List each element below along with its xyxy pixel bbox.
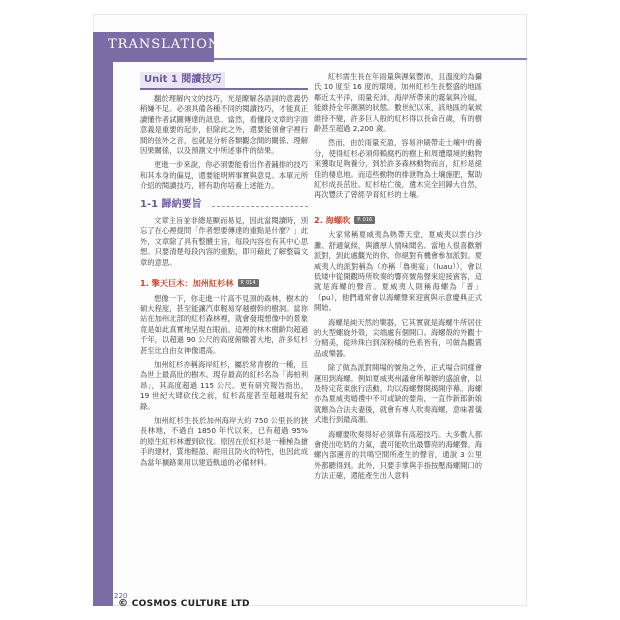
redwood-paragraph-1: 想像一下，你走進一片高不見頂的森林，樹木的碩大程度，甚至能讓汽車輕易穿越樹幹的樹洞。當你站在加州北部的紅杉森林裡，就會發現想像中的景象竟是如此真實地呈現在眼前。這裡的林木樹齡均超過千年，以超過 90 公尺的高度俯瞰著大地，許多紅杉甚至比自由女神像還高。 xyxy=(140,293,308,355)
right-column xyxy=(314,72,482,486)
left-column xyxy=(140,72,308,472)
section-dashed-rule xyxy=(212,206,308,207)
copyright-symbol: © xyxy=(118,598,129,609)
intro-paragraph-2: 更進一步來說，你必須要能看出作者鋪排的技巧和其本身的偏見，還要能明辨事實與意見。本單元所介紹的閱讀技巧，將有助你培養上述能力。 xyxy=(140,160,308,191)
section-paragraph: 文章主旨並非總是顯而易見，因此當閱讀時，別忘了在心裡提問「作者想要傳達的重點是什麼？」此外，文章除了具有整體主旨，每段內容也有其中心思想。只要清楚每段內容的重點，即可藉此了解整篇文章的意思。 xyxy=(140,216,308,267)
subsection-title-2: 2. 海螺吹 xyxy=(314,214,351,225)
section-title: 1-1 歸納要旨 xyxy=(140,198,202,210)
header-title: TRANSLATION xyxy=(108,37,221,52)
subsection-heading-2 xyxy=(314,215,482,225)
page-number: 220 xyxy=(114,592,128,600)
page-ref-badge-1[interactable]: P. 014 xyxy=(238,279,259,287)
conch-paragraph-2: 海螺是純天然的樂器，它其實就是海螺牛所居住的大型螺旋外殼，尖端處有個開口。海螺殼的外觀十分精美，從珍珠白到深粉橘的色系皆有，可做為觀賞品或樂器。 xyxy=(314,317,482,358)
publisher-brand xyxy=(118,598,250,609)
conch-paragraph-1: 大家常稱夏威夷為熱帶天堂，夏威夷以雲白沙灘、舒適氣候，與濃厚人情味聞名。當地人很喜歡辦派對，到此處觀光的你，你絕對有機會參加派對。夏威夷人的派對稱為（亦稱「魯奧宴」（luau）），會以低矮中從開觀時所吹奏的響亮號角聲來迎接賓客，這就是海螺的聲音。夏威夷人則稱海螺為「普」（pu），他們通常會以海螺聲來迎賓與示意慶典正式開始。 xyxy=(314,230,482,313)
redwood-paragraph-5: 然而，由於雨量充盈，容易沖刷帶走土壤中的養分，使得紅杉必須仰賴腐朽的樹上和周遭環境的動物來獲取足夠養分，到於許多森林動物而言，紅杉是絕佳的棲息地。而這些動物的排泄物為土壤施肥，幫助紅杉成長茁壯。紅杉枯亡後，遺木完全回歸大自然，再次豐沃了曾經孕育紅杉的土壤。 xyxy=(314,138,482,200)
redwood-paragraph-4: 紅杉需生長在年雨量與濕氣豐沛，且溫度約為攝氏 10 度至 16 度的環境。加州紅杉生長整盛的地區鄰近太平洋，雨量充沛，海岸所帶來的霧氣與冷風，能維持全年潮濕的狀態。數世紀以來，該地區的氣候維持不變，許多巨人般的紅杉得以長命百歲，有的樹齡甚至超過 2,200 歲。 xyxy=(314,72,482,134)
page-ref-badge-2[interactable]: P. 016 xyxy=(354,216,375,224)
redwood-paragraph-3: 加州紅杉生長於加州海岸大約 750 公里長的狹長林地，不過自 1850 年代以來，已有超過 95% 的原生紅杉林遭到砍伐。原因在於紅杉是一種極為搶手的建材，質地輕盈、耐用且防火的特性，也因此成為當年擴路業用以建造軌道的必備材料。 xyxy=(140,415,308,467)
subsection-title-1: 1. 擎天巨木：加州紅杉林 xyxy=(140,278,234,289)
publisher-name: COSMOS CULTURE LTD xyxy=(131,599,250,609)
unit-heading: Unit 1 閱讀技巧 xyxy=(140,72,225,88)
left-accent-strip xyxy=(93,62,113,606)
conch-paragraph-4: 海螺要吹奏得好必須靠有高超技巧。大多數人都會使出吃奶的力氣，盡可能吹出最響亮的海螺聲。海螺內部運音的共鳴空間所產生的聲音，通說 3 公里外都聽得到。此外，只要手掌與手指按壓海螺開口的方法正確，還能產生出人意料 xyxy=(314,429,482,481)
subsection-heading-1 xyxy=(140,278,308,288)
redwood-paragraph-2: 加州紅杉亦稱海岸紅杉，屬於常青樹的一種，且為世上最高壯的樹木。現存最高的紅杉名為「海柏利昂」，其高度超過 115 公尺。更有研究報告指出，19 世紀大肆砍伐之前，紅杉高度甚至超越現有紀錄。 xyxy=(140,359,308,411)
header-rule xyxy=(214,58,527,60)
conch-paragraph-3: 除了做為派對開場的號角之外，正式場合同樣會運用到海螺。例如夏威夷州議會所舉辦的盛誼會，以及特定花東旅行活動，均以海螺聲開揭開序幕。海螺亦為夏威夷婚禮中不可或缺的要角，一直作新郎新娘就應為合法夫妻後，就會有專人吹奏海螺，意味著儀式進行到最高潮。 xyxy=(314,363,482,425)
unit-heading-bar xyxy=(140,72,308,90)
section-heading xyxy=(140,200,308,210)
intro-paragraph-1: 翻於理解內文的技巧，光是瞭解各語詞的意義仍稍嫌不足。必須具備各種不同的閱讀技巧，才能真正讀懂作者試圖傳達的訊息。當然，看懂段文章的字面意義是重要的起步，但除此之外，還要能領會字裡行間的弦外之音，也就是分析各類觀念間的關係、理解因果關係，以及預測文中所述事件的結果。 xyxy=(140,94,308,156)
